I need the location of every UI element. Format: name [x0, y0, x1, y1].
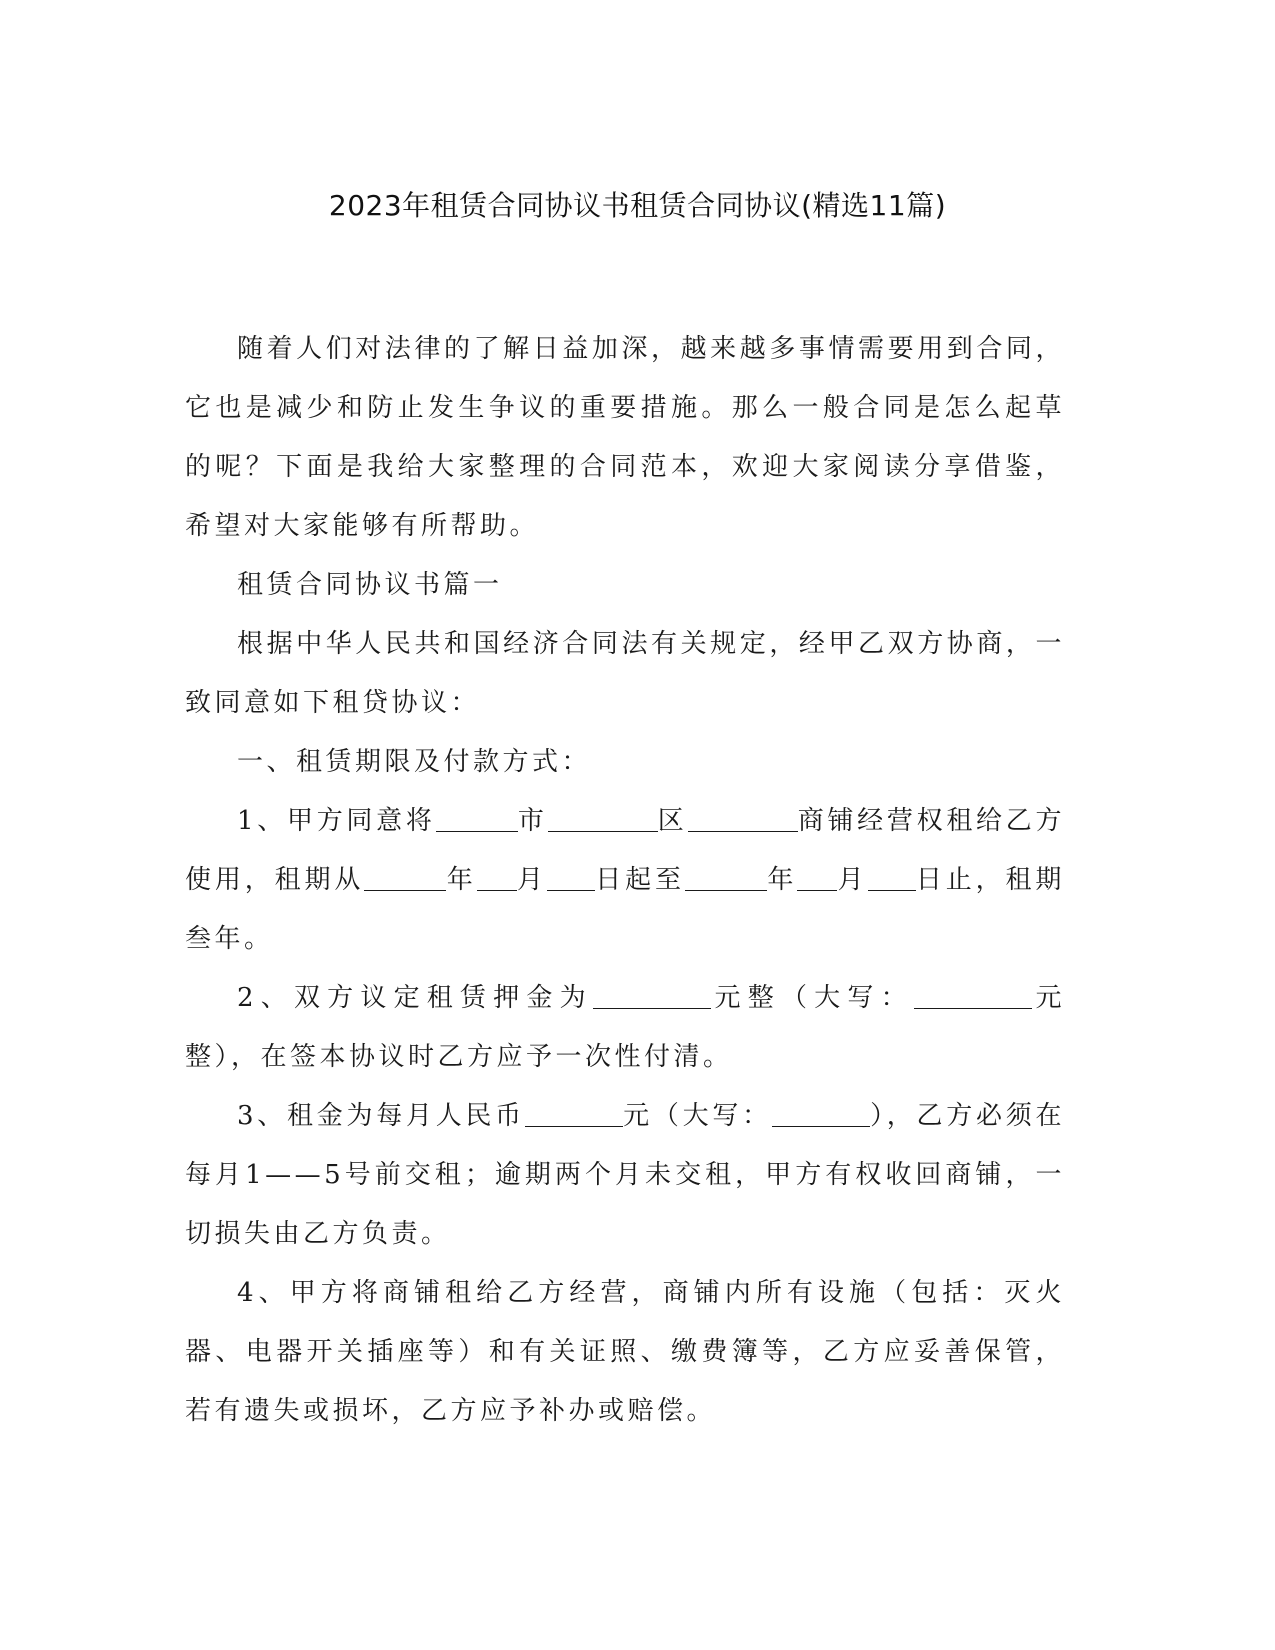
clause-1-text: 月: [516, 865, 547, 895]
district-blank: [548, 801, 658, 832]
clause-1-text: 商铺经营权租给乙方使用，租期从: [185, 806, 1065, 895]
clause-1-text: 年: [446, 865, 477, 895]
clause-1: [185, 792, 1065, 969]
rent-words-blank: [772, 1096, 870, 1127]
end-day-blank: [868, 860, 916, 891]
start-year-blank: [364, 860, 446, 891]
clause-3-text: 3、租金为每月人民币: [237, 1101, 525, 1131]
clause-heading: 一、租赁期限及付款方式：: [237, 747, 592, 777]
city-blank: [436, 801, 518, 832]
start-day-blank: [547, 860, 595, 891]
clause-3-text: ），乙方必须在每月1——5号前交租；逾期两个月未交租，甲方有权收回商铺，一切损失由乙方负责。: [185, 1101, 1065, 1249]
rent-amount-blank: [525, 1096, 623, 1127]
document-body: [185, 320, 1065, 1441]
start-month-blank: [477, 860, 517, 891]
end-year-blank: [685, 860, 767, 891]
deposit-amount-blank: [593, 978, 711, 1009]
clause-3-text: 元（大写：: [622, 1101, 772, 1131]
intro-paragraph: 随着人们对法律的了解日益加深，越来越多事情需要用到合同，它也是减少和防止发生争议的重要措施。那么一般合同是怎么起草的呢？下面是我给大家整理的合同范本，欢迎大家阅读分享借鉴，希望对大家能够有所帮助。: [185, 334, 1065, 541]
clause-4: 4、甲方将商铺租给乙方经营，商铺内所有设施（包括：灭火器、电器开关插座等）和有关证照、缴费簿等，乙方应妥善保管，若有遗失或损坏，乙方应予补办或赔偿。: [185, 1278, 1065, 1426]
clause-2-text: 元整），在签本协议时乙方应予一次性付清。: [185, 983, 1065, 1072]
document-title: 2023年租赁合同协议书租赁合同协议(精选11篇): [328, 189, 947, 222]
clause-1-text: 年: [766, 865, 798, 895]
clause-1-text: 日起至: [594, 865, 685, 895]
clause-1-text: 日止，租期叁年。: [185, 865, 1065, 954]
clause-2-text: 2、双方议定租赁押金为: [237, 983, 593, 1013]
clause-3: [185, 1087, 1065, 1264]
section-heading: 租赁合同协议书篇一: [237, 570, 503, 600]
shop-blank: [688, 801, 798, 832]
clause-1-text: 月: [837, 865, 868, 895]
clause-1-text: 区: [657, 806, 688, 836]
clause-1-text: 市: [517, 806, 548, 836]
clause-2-text: 元整（大写：: [710, 983, 914, 1013]
preamble-paragraph: 根据中华人民共和国经济合同法有关规定，经甲乙双方协商，一致同意如下租贷协议：: [185, 629, 1065, 718]
clause-1-text: 1、甲方同意将: [237, 806, 436, 836]
deposit-words-blank: [914, 978, 1032, 1009]
end-month-blank: [797, 860, 837, 891]
clause-2: [185, 969, 1065, 1087]
